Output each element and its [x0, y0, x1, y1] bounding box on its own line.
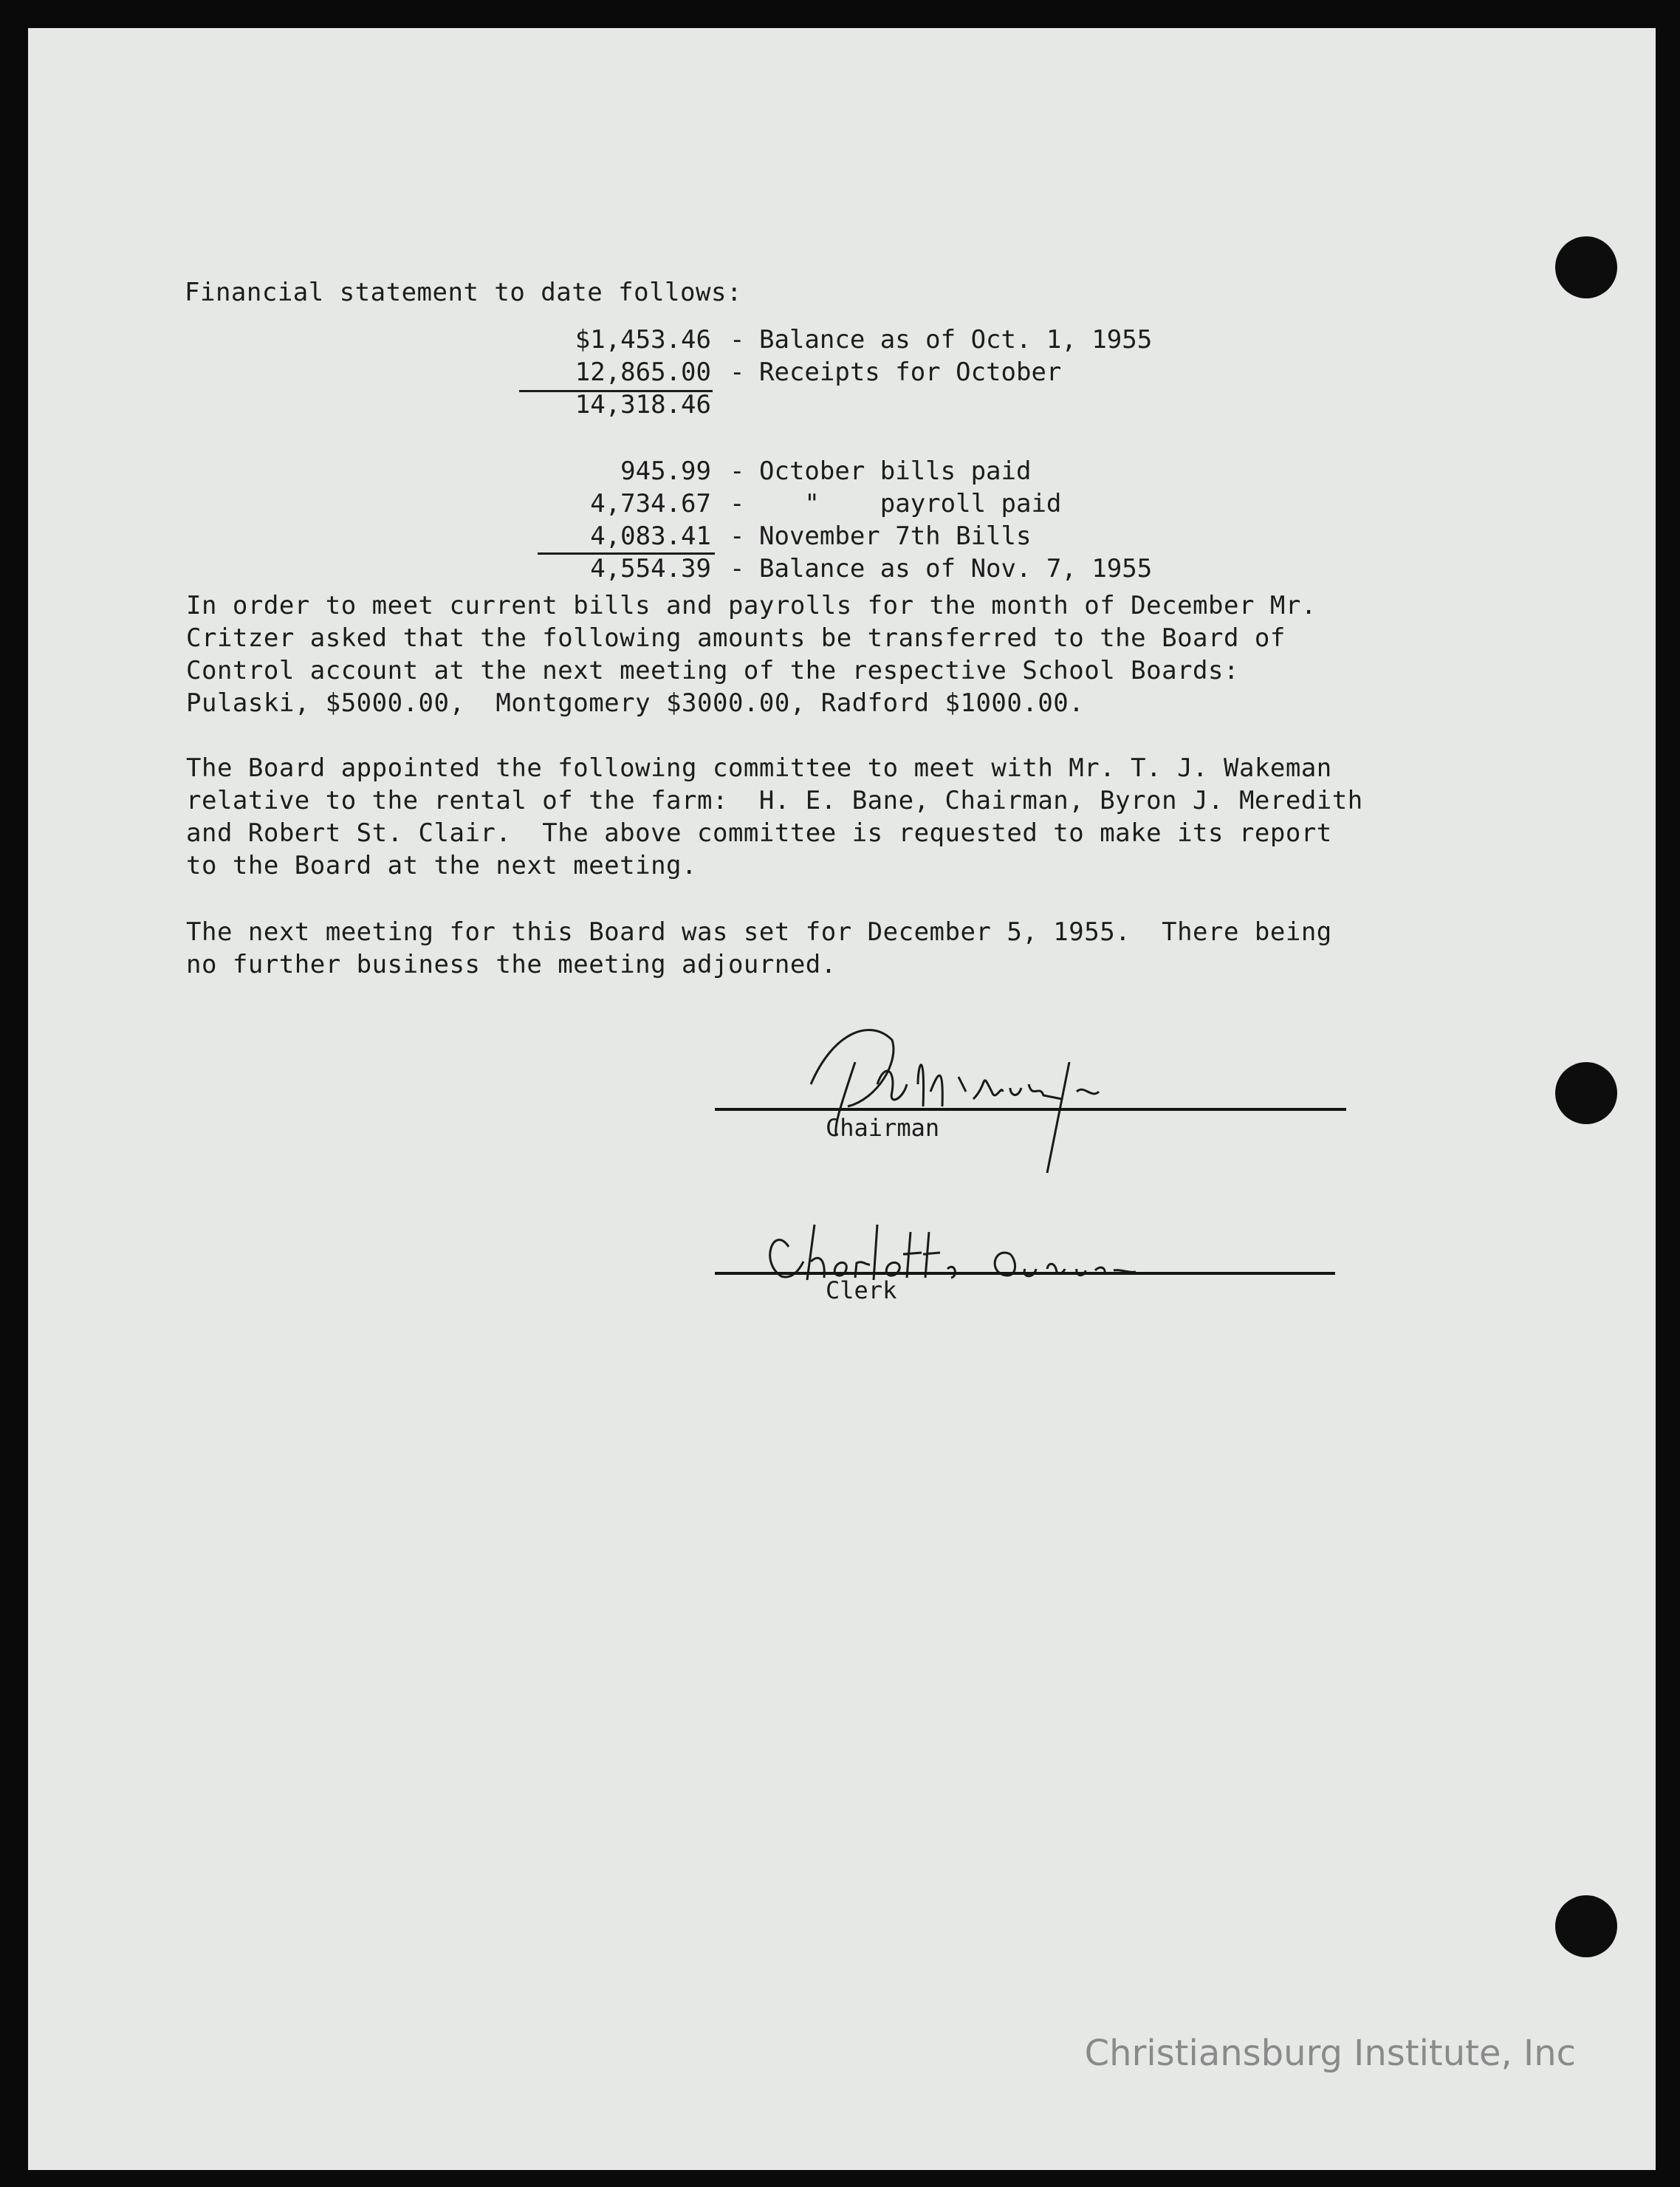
- document-page: [28, 28, 1656, 2170]
- ledger-desc: Balance as of Oct. 1, 1955: [759, 325, 1153, 355]
- text-line: The next meeting for this Board was set for December 5, 1955. There being: [186, 917, 1332, 947]
- ledger-dash: -: [730, 456, 745, 486]
- binder-hole: [1555, 236, 1617, 298]
- ledger-amount: 12,865.00: [575, 357, 711, 387]
- text-line: to the Board at the next meeting.: [186, 851, 698, 880]
- ledger-dash: -: [730, 357, 745, 387]
- text-line: In order to meet current bills and payrolls for the month of December Mr.: [186, 591, 1317, 620]
- intro-line: Financial statement to date follows:: [185, 278, 742, 307]
- ledger-amount: 4,083.41: [590, 521, 711, 551]
- clerk-signature-line: [715, 1272, 1335, 1275]
- text-line: Control account at the next meeting of the respective School Boards:: [186, 656, 1239, 685]
- ledger-desc: Balance as of Nov. 7, 1955: [759, 554, 1153, 583]
- ledger-desc: " payroll paid: [759, 489, 1062, 518]
- ledger-dash: -: [730, 521, 745, 551]
- ledger-amount: $1,453.46: [575, 325, 711, 355]
- ledger-desc: October bills paid: [759, 456, 1032, 486]
- ledger-amount: 4,554.39: [590, 554, 711, 583]
- text-line: Pulaski, $5000.00, Montgomery $3000.00, Radford $1000.00.: [186, 688, 1085, 718]
- ledger-dash: -: [730, 325, 745, 355]
- text-line: Critzer asked that the following amounts be transferred to the Board of: [186, 623, 1286, 653]
- ledger-dash: -: [730, 489, 745, 518]
- binder-hole: [1555, 1062, 1617, 1124]
- binder-hole: [1555, 1895, 1617, 1957]
- ledger-amount: 14,318.46: [575, 390, 711, 420]
- ledger-desc: November 7th Bills: [759, 521, 1032, 551]
- text-line: relative to the rental of the farm: H. E. Bane, Chairman, Byron J. Meredith: [186, 786, 1363, 815]
- text-line: and Robert St. Clair. The above committee is requested to make its report: [186, 818, 1332, 848]
- ledger-desc: Receipts for October: [759, 357, 1062, 387]
- ledger-amount: 4,734.67: [590, 489, 711, 518]
- chairman-label: Chairman: [826, 1114, 940, 1142]
- chairman-signature: [767, 988, 1180, 1180]
- watermark: Christiansburg Institute, Inc: [1084, 2033, 1576, 2074]
- text-line: The Board appointed the following committee to meet with Mr. T. J. Wakeman: [186, 753, 1332, 783]
- clerk-label: Clerk: [826, 1276, 897, 1304]
- ledger-amount: 945.99: [620, 456, 711, 486]
- ledger-dash: -: [730, 554, 745, 583]
- chairman-signature-line: [715, 1108, 1346, 1111]
- text-line: no further business the meeting adjourned.: [186, 950, 837, 979]
